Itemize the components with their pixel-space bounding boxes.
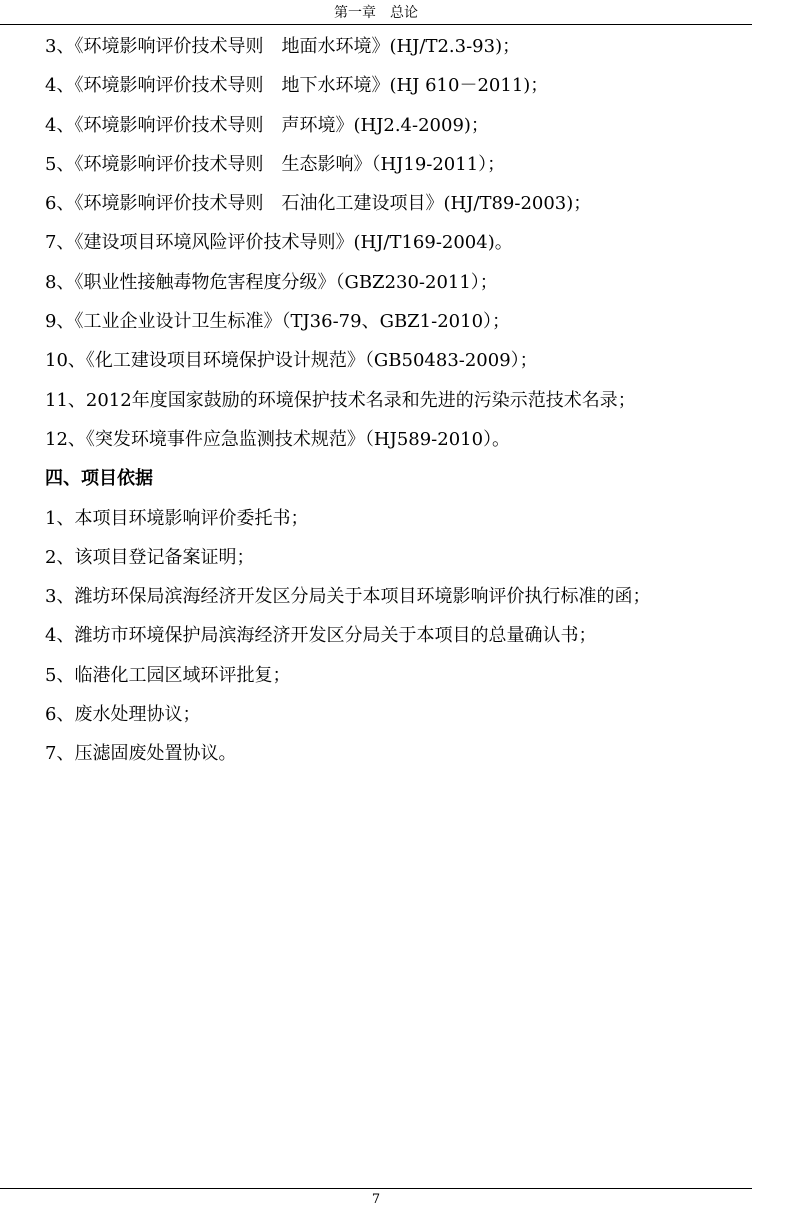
basis-item: 3、潍坊环保局滨海经济开发区分局关于本项目环境影响评价执行标准的函；: [45, 586, 651, 608]
standard-item: 9、《工业企业设计卫生标准》（TJ36-79、GBZ1-2010）；: [45, 311, 511, 333]
standard-item: 3、《环境影响评价技术导则 地面水环境》(HJ/T2.3-93)；: [45, 36, 521, 57]
standard-item: 6、《环境影响评价技术导则 石油化工建设项目》(HJ/T89-2003)；: [45, 193, 592, 215]
section-heading: 四、项目依据: [45, 468, 153, 490]
chapter-title: 第一章 总论: [334, 5, 418, 21]
basis-item: 7、压滤固废处置协议。: [45, 743, 237, 765]
basis-item: 5、临港化工园区域环评批复；: [45, 664, 291, 686]
footer-rule: [0, 1188, 752, 1189]
basis-item: 2、该项目登记备案证明；: [45, 546, 255, 568]
basis-item: 1、本项目环境影响评价委托书；: [45, 507, 309, 529]
standard-item: 4、《环境影响评价技术导则 地下水环境》(HJ 610－2011)；: [45, 75, 549, 97]
standard-item: 10、《化工建设项目环境保护设计规范》（GB50483-2009）；: [45, 350, 538, 372]
standard-item: 5、《环境影响评价技术导则 生态影响》（HJ19-2011）；: [45, 153, 506, 175]
standard-item: 12、《突发环境事件应急监测技术规范》（HJ589-2010）。: [45, 428, 511, 450]
header-rule: [0, 24, 752, 25]
standard-item: 4、《环境影响评价技术导则 声环境》(HJ2.4-2009)；: [45, 114, 489, 136]
page-number: 7: [371, 1192, 381, 1207]
basis-item: 4、潍坊市环境保护局滨海经济开发区分局关于本项目的总量确认书；: [45, 625, 597, 647]
basis-item: 6、废水处理协议；: [45, 704, 201, 726]
document-body: [45, 27, 745, 774]
standard-item: 8、《职业性接触毒物危害程度分级》（GBZ230-2011）；: [45, 271, 498, 293]
page-header: [0, 0, 800, 26]
standard-item: 7、《建设项目环境风险评价技术导则》(HJ/T169-2004)。: [45, 232, 513, 254]
standard-item: 11、2012年度国家鼓励的环境保护技术名录和先进的污染示范技术名录；: [45, 389, 636, 411]
